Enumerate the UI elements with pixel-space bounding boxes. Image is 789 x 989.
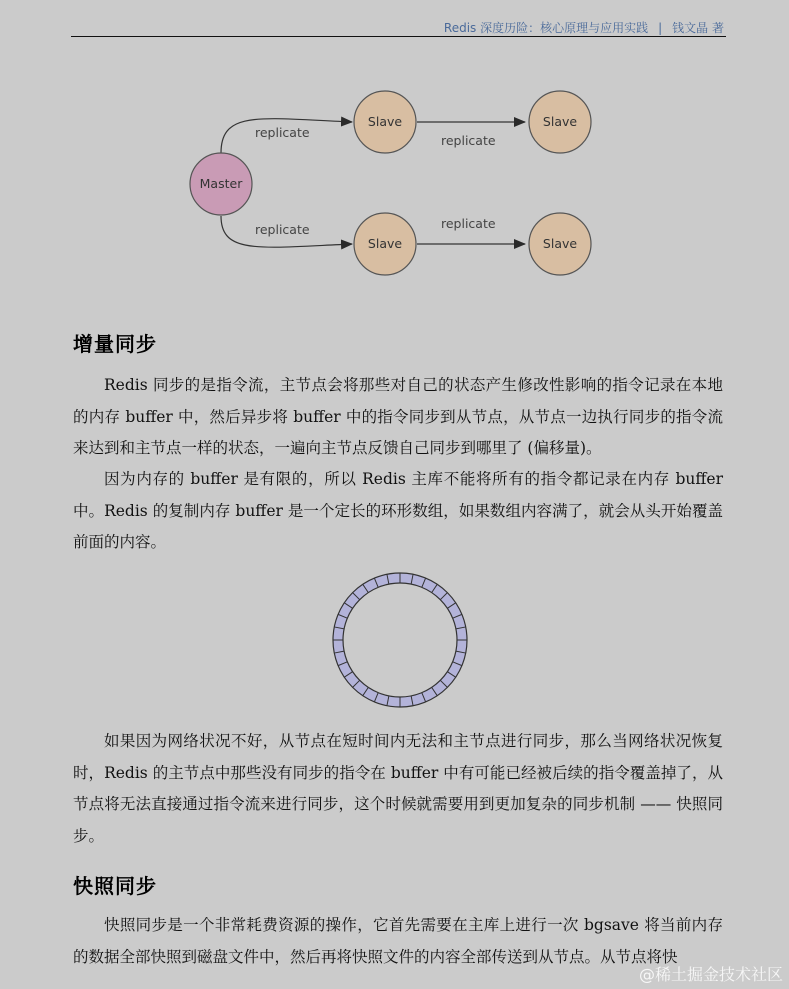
node-label: Slave	[367, 114, 403, 129]
paragraph: 如果因为网络状况不好，从节点在短时间内无法和主节点进行同步，那么当网络状况恢复时，Redis 的主节点中那些没有同步的指令在 buffer 中有可能已经被后续的指令覆盖掉了，从节点将无法直接通过指令流来进行同步，这个时候就需要用到更加复杂的同步机制 —— 快照同步。	[73, 732, 723, 845]
paragraph: 快照同步是一个非常耗费资源的操作，它首先需要在主库上进行一次 bgsave 将当前内存的数据全部快照到磁盘文件中，然后再将快照文件的内容全部传送到从节点。从节点将快	[73, 916, 723, 966]
paragraph: 因为内存的 buffer 是有限的，所以 Redis 主库不能将所有的指令都记录在内存 buffer 中。Redis 的复制内存 buffer 是一个定长的环形数组，如果数组内容满了，就会从头开始覆盖前面的内容。	[73, 470, 723, 551]
header-separator: |	[658, 21, 663, 35]
watermark: @稀土掘金技术社区	[638, 965, 783, 984]
edge-label: replicate	[255, 222, 310, 237]
header-text	[444, 19, 724, 36]
section-title: 快照同步	[73, 874, 157, 898]
node-label: Slave	[542, 114, 578, 129]
author: 钱文晶 著	[672, 21, 724, 35]
page-header	[71, 18, 726, 37]
paragraph: Redis 同步的是指令流，主节点会将那些对自己的状态产生修改性影响的指令记录在本地的内存 buffer 中，然后异步将 buffer 中的指令同步到从节点，从节点一边执行同步的指令流来达到和主节点一样的状态，一遍向主节点反馈自己同步到哪里了 (偏移量)。	[73, 376, 723, 457]
edge-label: replicate	[441, 216, 496, 231]
node-label: Slave	[542, 236, 578, 251]
section-title: 增量同步	[73, 332, 157, 356]
edge-label: replicate	[441, 133, 496, 148]
node-label: Slave	[367, 236, 403, 251]
node-label: Master	[199, 176, 243, 191]
edge-label: replicate	[255, 125, 310, 140]
book-title: Redis 深度历险：核心原理与应用实践	[443, 21, 649, 35]
replication-diagram	[180, 80, 620, 290]
ring-buffer-diagram	[330, 570, 470, 710]
